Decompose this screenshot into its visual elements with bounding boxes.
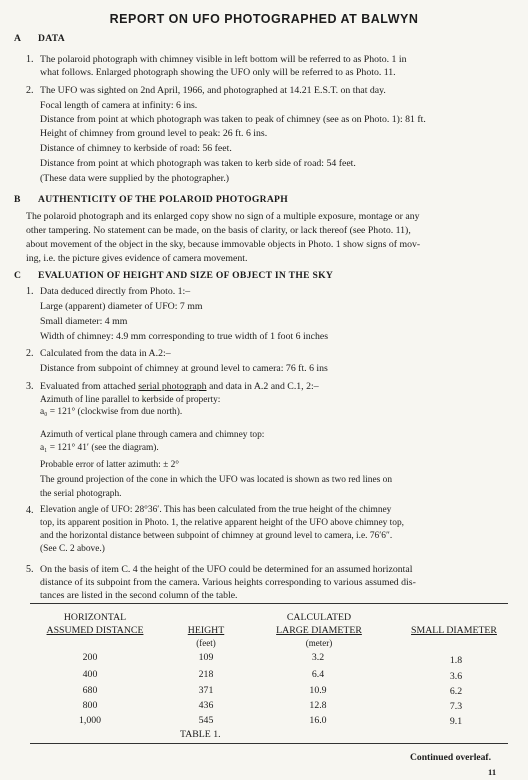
b-line: other tampering. No statement can be made, on the basis of clarity, or lack thereof (see Photo. 11), xyxy=(26,225,411,236)
a2-line: Focal length of camera at infinity: 6 ins. xyxy=(40,100,198,111)
col-header-distance-1: HORIZONTAL xyxy=(63,612,127,623)
cell-small: 1.8 xyxy=(449,655,463,666)
c3-line: Azimuth of vertical plane through camera and chimney top: xyxy=(40,430,265,440)
b-line: about movement of the object in the sky, because immovable objects in Photo. 1 show signs of mov- xyxy=(26,239,421,250)
continued-note: Continued overleaf. xyxy=(410,752,492,763)
c3-text: Evaluated from attached xyxy=(40,381,139,392)
cell-large: 3.2 xyxy=(311,652,325,663)
c3-line: The ground projection of the cone in which the UFO was located is shown as two red lines on xyxy=(40,475,393,485)
cell-small: 9.1 xyxy=(449,716,463,727)
page-title: REPORT ON UFO PHOTOGRAPHED AT BALWYN xyxy=(109,12,419,26)
table-top-rule xyxy=(30,603,508,604)
c3-line xyxy=(40,380,319,393)
cell-distance: 1,000 xyxy=(78,715,102,726)
col-header-large-unit: (meter) xyxy=(305,638,333,648)
cell-small: 3.6 xyxy=(449,671,463,682)
c4-line: and the horizontal distance between subpoint of chimney at ground level to camera, i.e. 76′6″. xyxy=(40,531,393,541)
cell-distance: 800 xyxy=(82,700,98,711)
item-number: 1. xyxy=(26,286,34,297)
cell-height: 109 xyxy=(198,652,214,663)
cell-large: 16.0 xyxy=(309,715,327,726)
table-bottom-rule xyxy=(30,743,508,744)
a2-line: Distance of chimney to kerbside of road: 56 feet. xyxy=(40,143,232,154)
serial-photograph-ref: serial photograph xyxy=(138,381,207,392)
c1-line: Small diameter: 4 mm xyxy=(40,316,128,327)
cell-small: 6.2 xyxy=(449,686,463,697)
c1-line: Large (apparent) diameter of UFO: 7 mm xyxy=(40,301,203,312)
col-header-large-1: CALCULATED xyxy=(286,612,352,623)
c2-line: Distance from subpoint of chimney at ground level to camera: 76 ft. 6 ins xyxy=(40,363,328,374)
cell-distance: 400 xyxy=(82,669,98,680)
cell-height: 545 xyxy=(198,715,214,726)
c3-line: a₀ = 121° (clockwise from due north). xyxy=(40,407,183,417)
section-title: EVALUATION OF HEIGHT AND SIZE OF OBJECT IN THE SKY xyxy=(38,270,334,281)
c4-line: (See C. 2 above.) xyxy=(40,544,105,554)
cell-height: 436 xyxy=(198,700,214,711)
col-header-height-unit: (feet) xyxy=(196,638,216,648)
col-header-height: HEIGHT xyxy=(187,625,225,636)
c4-line: top, its apparent position in Photo. 1, the relative apparent height of the UFO above chimney top, xyxy=(40,518,404,528)
col-header-distance-2: ASSUMED DISTANCE xyxy=(46,625,144,636)
b-line: ing, i.e. the picture gives evidence of camera movement. xyxy=(26,253,248,264)
c3-line: Azimuth of line parallel to kerbside of property: xyxy=(40,395,221,405)
cell-height: 371 xyxy=(198,685,214,696)
c5-line: tances are listed in the second column of the table. xyxy=(40,590,238,601)
table-caption: TABLE 1. xyxy=(180,729,221,740)
item-number: 1. xyxy=(26,54,34,65)
col-header-large-2: LARGE DIAMETER xyxy=(276,625,362,636)
cell-distance: 680 xyxy=(82,685,98,696)
cell-large: 6.4 xyxy=(311,669,325,680)
c3-line: a₁ = 121° 41′ (see the diagram). xyxy=(40,443,159,453)
a2-line: Height of chimney from ground level to peak: 26 ft. 6 ins. xyxy=(40,128,268,139)
cell-distance: 200 xyxy=(82,652,98,663)
c3-line: Probable error of latter azimuth: ± 2° xyxy=(40,460,180,470)
b-line: The polaroid photograph and its enlarged copy show no sign of a multiple exposure, montage or any xyxy=(26,211,420,222)
cell-large: 10.9 xyxy=(309,685,327,696)
c5-line: On the basis of item C. 4 the height of the UFO could be determined for an assumed horizontal xyxy=(40,564,413,575)
c4-line: Elevation angle of UFO: 28°36′. This has been calculated from the true height of the chimney xyxy=(40,505,392,515)
a1-line: what follows. Enlarged photograph showing the UFO only will be referred to as Photo. 11. xyxy=(40,67,396,78)
c1-line: Width of chimney: 4.9 mm corresponding to true width of 1 foot 6 inches xyxy=(40,331,329,342)
c1-line: Data deduced directly from Photo. 1:– xyxy=(40,286,191,297)
a2-line: Distance from point at which photograph was taken to kerb side of road: 54 feet. xyxy=(40,158,356,169)
section-letter: B xyxy=(14,194,21,205)
a2-line: The UFO was sighted on 2nd April, 1966, and photographed at 14.21 E.S.T. on that day. xyxy=(40,85,386,96)
c5-line: distance of its subpoint from the camera. Various heights corresponding to various assumed dis- xyxy=(40,577,416,588)
section-b-heading xyxy=(14,194,288,205)
item-number: 5. xyxy=(26,564,34,575)
cell-large: 12.8 xyxy=(309,700,327,711)
item-number: 2. xyxy=(26,348,34,359)
a1-line: The polaroid photograph with chimney visible in left bottom will be referred to as Photo. 1 in xyxy=(40,54,407,65)
section-c-heading xyxy=(14,270,333,281)
a2-line: (These data were supplied by the photographer.) xyxy=(40,173,230,184)
section-a-heading xyxy=(14,33,65,44)
item-number: 3. xyxy=(26,381,34,392)
c3-line: the serial photograph. xyxy=(40,489,122,499)
item-number: 4. xyxy=(26,505,34,516)
a2-line: Distance from point at which photograph was taken to peak of chimney (see as on Photo. 1): 81 ft. xyxy=(40,114,426,125)
cell-height: 218 xyxy=(198,669,214,680)
c2-line: Calculated from the data in A.2:– xyxy=(40,348,171,359)
section-letter: A xyxy=(14,33,22,44)
c3-text: and data in A.2 and C.1, 2:– xyxy=(206,381,319,392)
item-number: 2. xyxy=(26,85,34,96)
page-number: 11 xyxy=(488,767,497,777)
cell-small: 7.3 xyxy=(449,701,463,712)
section-letter: C xyxy=(14,270,22,281)
col-header-small: SMALL DIAMETER xyxy=(411,625,497,636)
section-title: AUTHENTICITY OF THE POLAROID PHOTOGRAPH xyxy=(38,194,288,205)
section-title: DATA xyxy=(38,33,65,44)
